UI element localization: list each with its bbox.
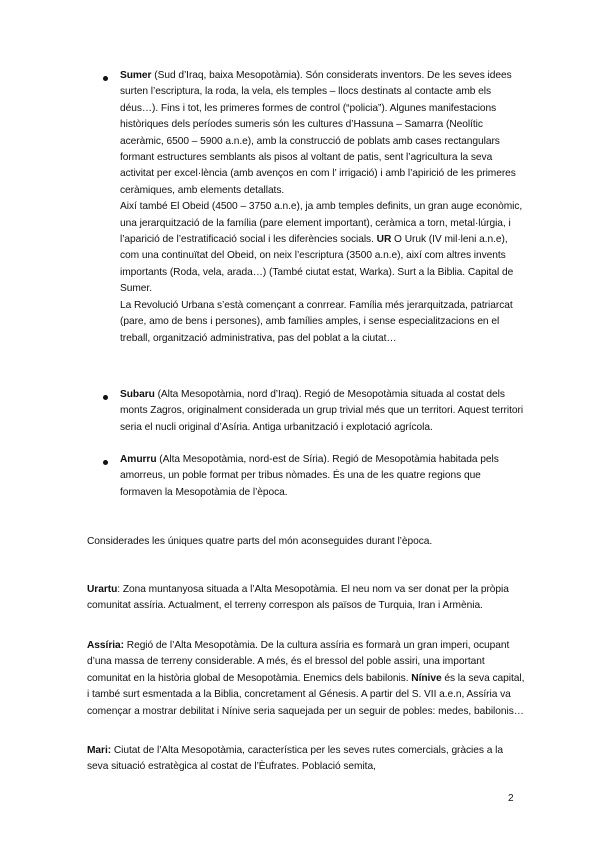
ninive-text: és la seva capital, i també surt esmentada a la Biblia, concretament al Génesis. A partir del S. VII a.e.n, Assíria va començar a mostrar debilitat i Nínive seria saquejada per un seguir de pobles: medes, babilonis…	[87, 672, 525, 717]
mari-text: Ciutat de l’Alta Mesopotàmia, característica per les seves rutes comercials, gràcies a la seva situació estratègica al costat de l’Èufrates. Població semita,	[87, 745, 503, 773]
bullet-amurru	[120, 452, 525, 501]
urartu-term: Urartu	[87, 584, 118, 595]
subaru-text: (Alta Mesopotàmia, nord d’Iraq). Regió de Mesopotàmia situada al costat dels monts Zagros, originalment considerada un grup trivial més que un territori. Aquest territori seria el nucli original d’Asíria. Antiga urbanització i explotació agrícola.	[120, 389, 524, 433]
assiria-term: Assíria:	[87, 640, 124, 651]
subaru-term: Subaru	[120, 389, 155, 400]
sumer-paragraph-2	[120, 199, 525, 297]
entry-mari	[87, 743, 525, 776]
bullet-sumer	[120, 68, 525, 347]
amurru-paragraph	[120, 452, 525, 501]
bullet-dot	[103, 460, 108, 465]
bullet-dot	[103, 395, 108, 400]
sumer-paragraph-3: La Revolució Urbana s’està començant a conrrear. Família més jerarquitzada, patriarcat (pare, amo de bens i persones), amb famílies amples, i sense especialitzacions en el treball, organització administrativa, pas del poblat a la ciutat…	[120, 299, 513, 344]
uruk-text: O Uruk (IV mil·leni a.n.e), com una continuïtat del Obeid, on neix l’escriptura (3500 a.n.e), així com altres invents importants (Roda, vela, arada…) (També ciutat estat, Warka). Surt a la Biblia. Capital de Sumer.	[120, 234, 514, 295]
amurru-text: (Alta Mesopotàmia, nord-est de Síria). Regió de Mesopotàmia habitada pels amorreus, un poble format per tribus nòmades. És una de les quatre regions que formaven la Mesopotàmia de l’època.	[120, 454, 499, 498]
page-number: 2	[508, 793, 514, 804]
mari-term: Mari:	[87, 745, 112, 756]
entry-assiria	[87, 638, 525, 720]
obeid-text: Així també El Obeid (4500 – 3750 a.n.e), ja amb temples definits, un gran auge econòmic, una jerarquització de la família (pare element important), ceràmica a torn, metal·lúrgia, i l’aparició de l’estratificació social i les diferències socials.	[120, 201, 523, 246]
bullet-dot	[103, 76, 108, 81]
subaru-paragraph	[120, 387, 525, 436]
assiria-text: Regió de l’Alta Mesopotàmia. De la cultura assíria es formarà un gran imperi, ocupant d’una massa de terreny considerable. A més, és el bressol del poble assiri, una important comunitat en la història global de Mesopotàmia. Enemics dels babilonis.	[87, 640, 510, 684]
ur-term: UR	[376, 234, 392, 246]
urartu-text: : Zona muntanyosa situada a l’Alta Mesopotàmia. El neu nom va ser donat per la pròpia comunitat assíria. Actualment, el terreny correspon als països de Turquia, Iran i Armènia.	[87, 584, 509, 612]
summary-line: Considerades les úniques quatre parts del món aconseguides durant l’època.	[87, 536, 433, 547]
amurru-term: Amurru	[120, 454, 157, 465]
sumer-term: Sumer	[120, 70, 152, 81]
ninive-term: Nínive	[411, 672, 442, 684]
bullet-subaru	[120, 387, 525, 436]
sumer-text: (Sud d’Iraq, baixa Mesopotàmia). Són considerats inventors. De les seves idees surten l’escriptura, la roda, la vela, els temples – llocs destinats al contacte amb els déus…). Fins i tot, les primeres formes de control (“policia”). Algunes manifestacions històriques dels períodes sumeris són les cultures d’Hassuna – Samarra (Neolític aceràmic, 6500 – 5900 a.n.e), amb la construcció de poblats amb cases rectangulars formant estructures semblants als pisos al voltant de patis, sent l’agricultura la seva activitat per excel·lència (amb avenços en com l’ irrigació) i amb l’apirició de les primeres ceràmiques, amb elements detallats.	[120, 70, 516, 196]
entry-urartu	[87, 582, 525, 615]
sumer-paragraph-1	[120, 68, 525, 199]
